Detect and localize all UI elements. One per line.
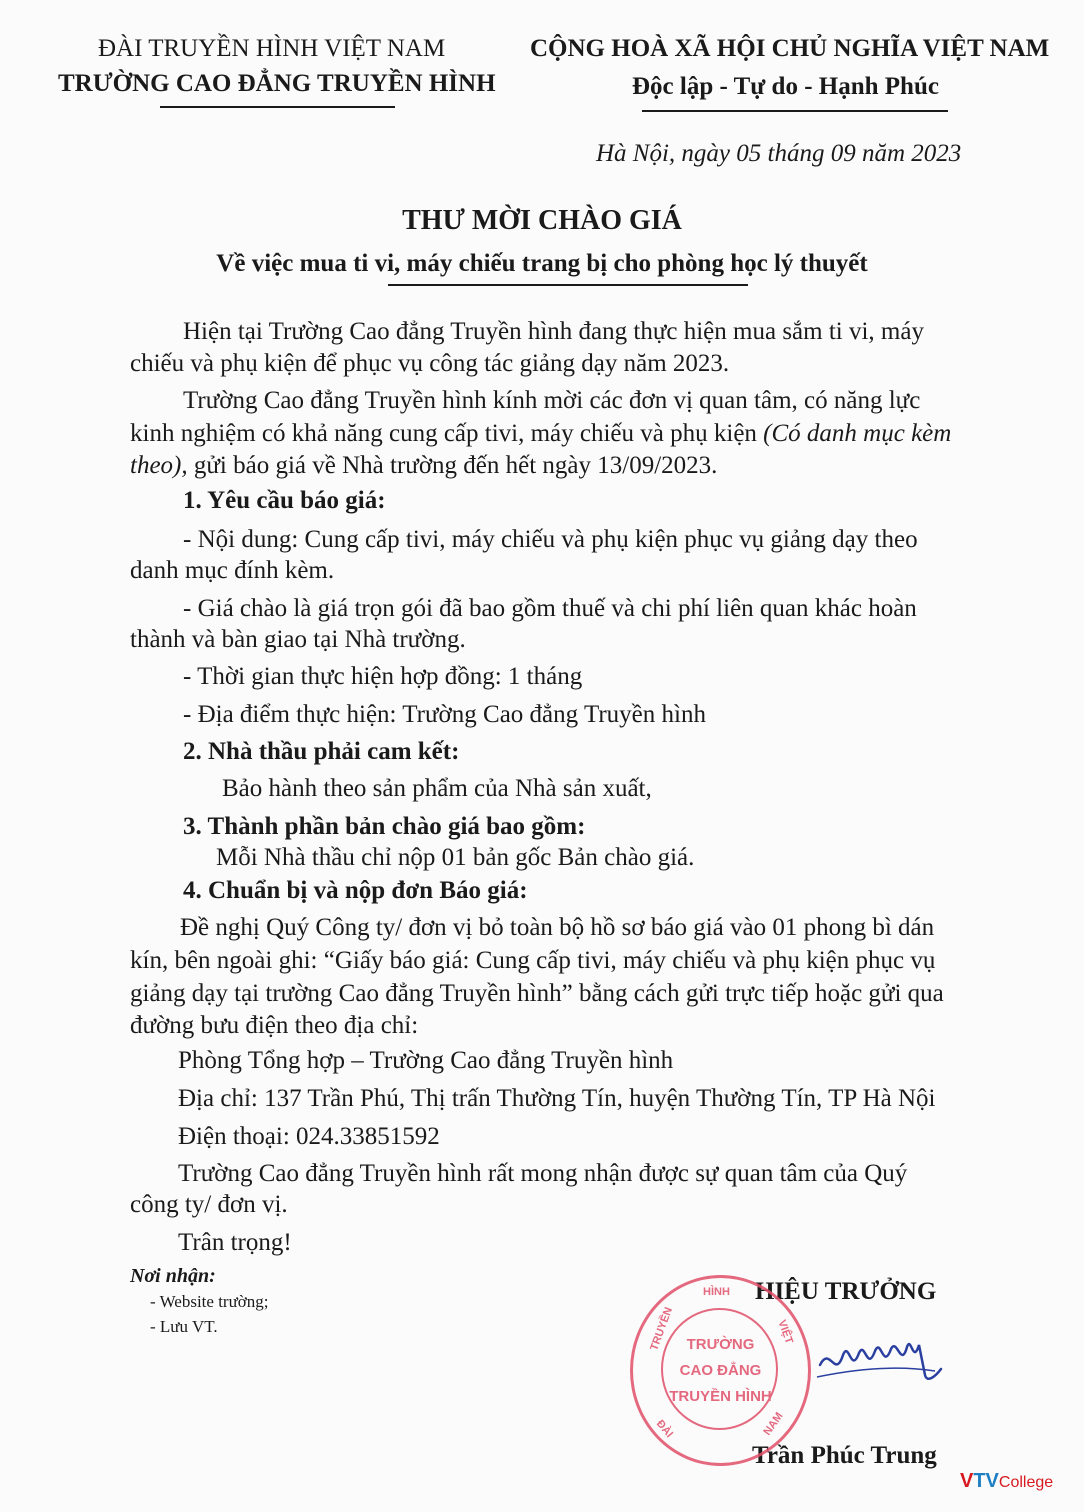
section4-line2: kín, bên ngoài ghi: “Giấy báo giá: Cung cấp tivi, máy chiếu và phụ kiện phục vụ	[130, 947, 936, 974]
section2-title: 2. Nhà thầu phải cam kết:	[183, 738, 460, 765]
official-seal	[630, 1275, 811, 1466]
address-phone: Điện thoại: 024.33851592	[178, 1123, 440, 1150]
section4-line1: Đề nghị Quý Công ty/ đơn vị bỏ toàn bộ hồ sơ báo giá vào 01 phong bì dán	[180, 914, 935, 941]
seal-line2: CAO ĐẲNG	[679, 1362, 762, 1379]
seal-rim-right: VIỆT	[775, 1318, 796, 1346]
subtitle-underline	[388, 284, 748, 286]
recipient-item-1: - Website trường;	[150, 1292, 269, 1311]
seal-line3: TRUYỀN HÌNH	[669, 1388, 772, 1405]
logo-v: V	[960, 1470, 974, 1492]
closing-line1: Trường Cao đẳng Truyền hình rất mong nhận được sự quan tâm của Quý	[178, 1160, 908, 1187]
intro-p2-l3	[130, 451, 717, 481]
section1-title: 1. Yêu cầu báo giá:	[183, 487, 386, 514]
intro-p2-l2-text: kinh nghiệm có khả năng cung cấp tivi, máy chiếu và phụ kiện	[130, 420, 764, 447]
seal-rim-bottom-right: NAM	[761, 1410, 786, 1438]
document-subtitle: Về việc mua ti vi, máy chiếu trang bị cho phòng học lý thuyết	[216, 250, 868, 277]
document-title: THƯ MỜI CHÀO GIÁ	[402, 205, 682, 236]
section1-line2: danh mục đính kèm.	[130, 557, 335, 584]
signer-role: HIỆU TRƯỞNG	[755, 1278, 937, 1305]
intro-p1-l2: chiếu và phụ kiện để phục vụ công tác giảng dạy năm 2023.	[130, 350, 730, 377]
seal-line1: TRƯỜNG	[686, 1336, 755, 1353]
recipients-label: Nơi nhận:	[130, 1265, 216, 1287]
intro-p2-l1: Trường Cao đẳng Truyền hình kính mời các đơn vị quan tâm, có năng lực	[183, 387, 921, 414]
section3-line1: Mỗi Nhà thầu chỉ nộp 01 bản gốc Bản chào giá.	[216, 844, 695, 871]
section1-line5: - Thời gian thực hiện hợp đồng: 1 tháng	[183, 663, 583, 690]
section1-line6: - Địa điểm thực hiện: Trường Cao đẳng Truyền hình	[183, 701, 706, 728]
intro-p2-l3-italic: theo),	[130, 452, 188, 479]
intro-p2-l2-italic: (Có danh mục kèm	[763, 420, 952, 447]
nation-underline	[642, 110, 948, 112]
section2-line1: Bảo hành theo sản phẩm của Nhà sản xuất,	[222, 775, 652, 802]
signer-name: Trần Phúc Trung	[752, 1442, 937, 1469]
handwritten-signature-icon	[815, 1325, 945, 1395]
nation-line2: Độc lập - Tự do - Hạnh Phúc	[632, 73, 939, 100]
intro-p2-l2	[130, 419, 951, 449]
document-date: Hà Nội, ngày 05 tháng 09 năm 2023	[596, 140, 962, 167]
closing-line2: công ty/ đơn vị.	[130, 1191, 288, 1218]
section4-title: 4. Chuẩn bị và nộp đơn Báo giá:	[183, 877, 528, 904]
vtv-college-logo	[960, 1470, 1053, 1493]
seal-rim-bottom-left: ĐÀI	[653, 1417, 676, 1441]
regards: Trân trọng!	[178, 1229, 292, 1256]
intro-p1-l1: Hiện tại Trường Cao đẳng Truyền hình đang thực hiện mua sắm ti vi, máy	[183, 318, 924, 345]
address-department: Phòng Tổng hợp – Trường Cao đẳng Truyền hình	[178, 1047, 674, 1074]
address-street: Địa chỉ: 137 Trần Phú, Thị trấn Thường Tín, huyện Thường Tín, TP Hà Nội	[178, 1085, 936, 1112]
section1-line1: - Nội dung: Cung cấp tivi, máy chiếu và phụ kiện phục vụ giảng dạy theo	[183, 526, 918, 553]
recipient-item-2: - Lưu VT.	[150, 1317, 218, 1336]
logo-college: College	[998, 1474, 1054, 1491]
section4-line3: giảng dạy tại trường Cao đẳng Truyền hình” bằng cách gửi trực tiếp hoặc gửi qua	[130, 980, 944, 1007]
section1-line3: - Giá chào là giá trọn gói đã bao gồm thuế và chi phí liên quan khác hoàn	[183, 595, 917, 622]
seal-rim-top: HÌNH	[703, 1286, 730, 1298]
org-name-line1: ĐÀI TRUYỀN HÌNH VIỆT NAM	[98, 35, 446, 62]
intro-p2-l3-text: gửi báo giá về Nhà trường đến hết ngày 13/09/2023.	[187, 452, 718, 479]
nation-line1: CỘNG HOÀ XÃ HỘI CHỦ NGHĨA VIỆT NAM	[530, 35, 1050, 62]
section4-line4: đường bưu điện theo địa chỉ:	[130, 1012, 419, 1039]
org-underline	[160, 106, 395, 108]
seal-rim-left: TRUYỀN	[648, 1305, 675, 1353]
logo-tv: TV	[973, 1470, 999, 1492]
org-name-line2: TRƯỜNG CAO ĐẲNG TRUYỀN HÌNH	[58, 70, 496, 97]
section3-title: 3. Thành phần bản chào giá bao gồm:	[183, 813, 586, 840]
section1-line4: thành và bàn giao tại Nhà trường.	[130, 626, 466, 653]
